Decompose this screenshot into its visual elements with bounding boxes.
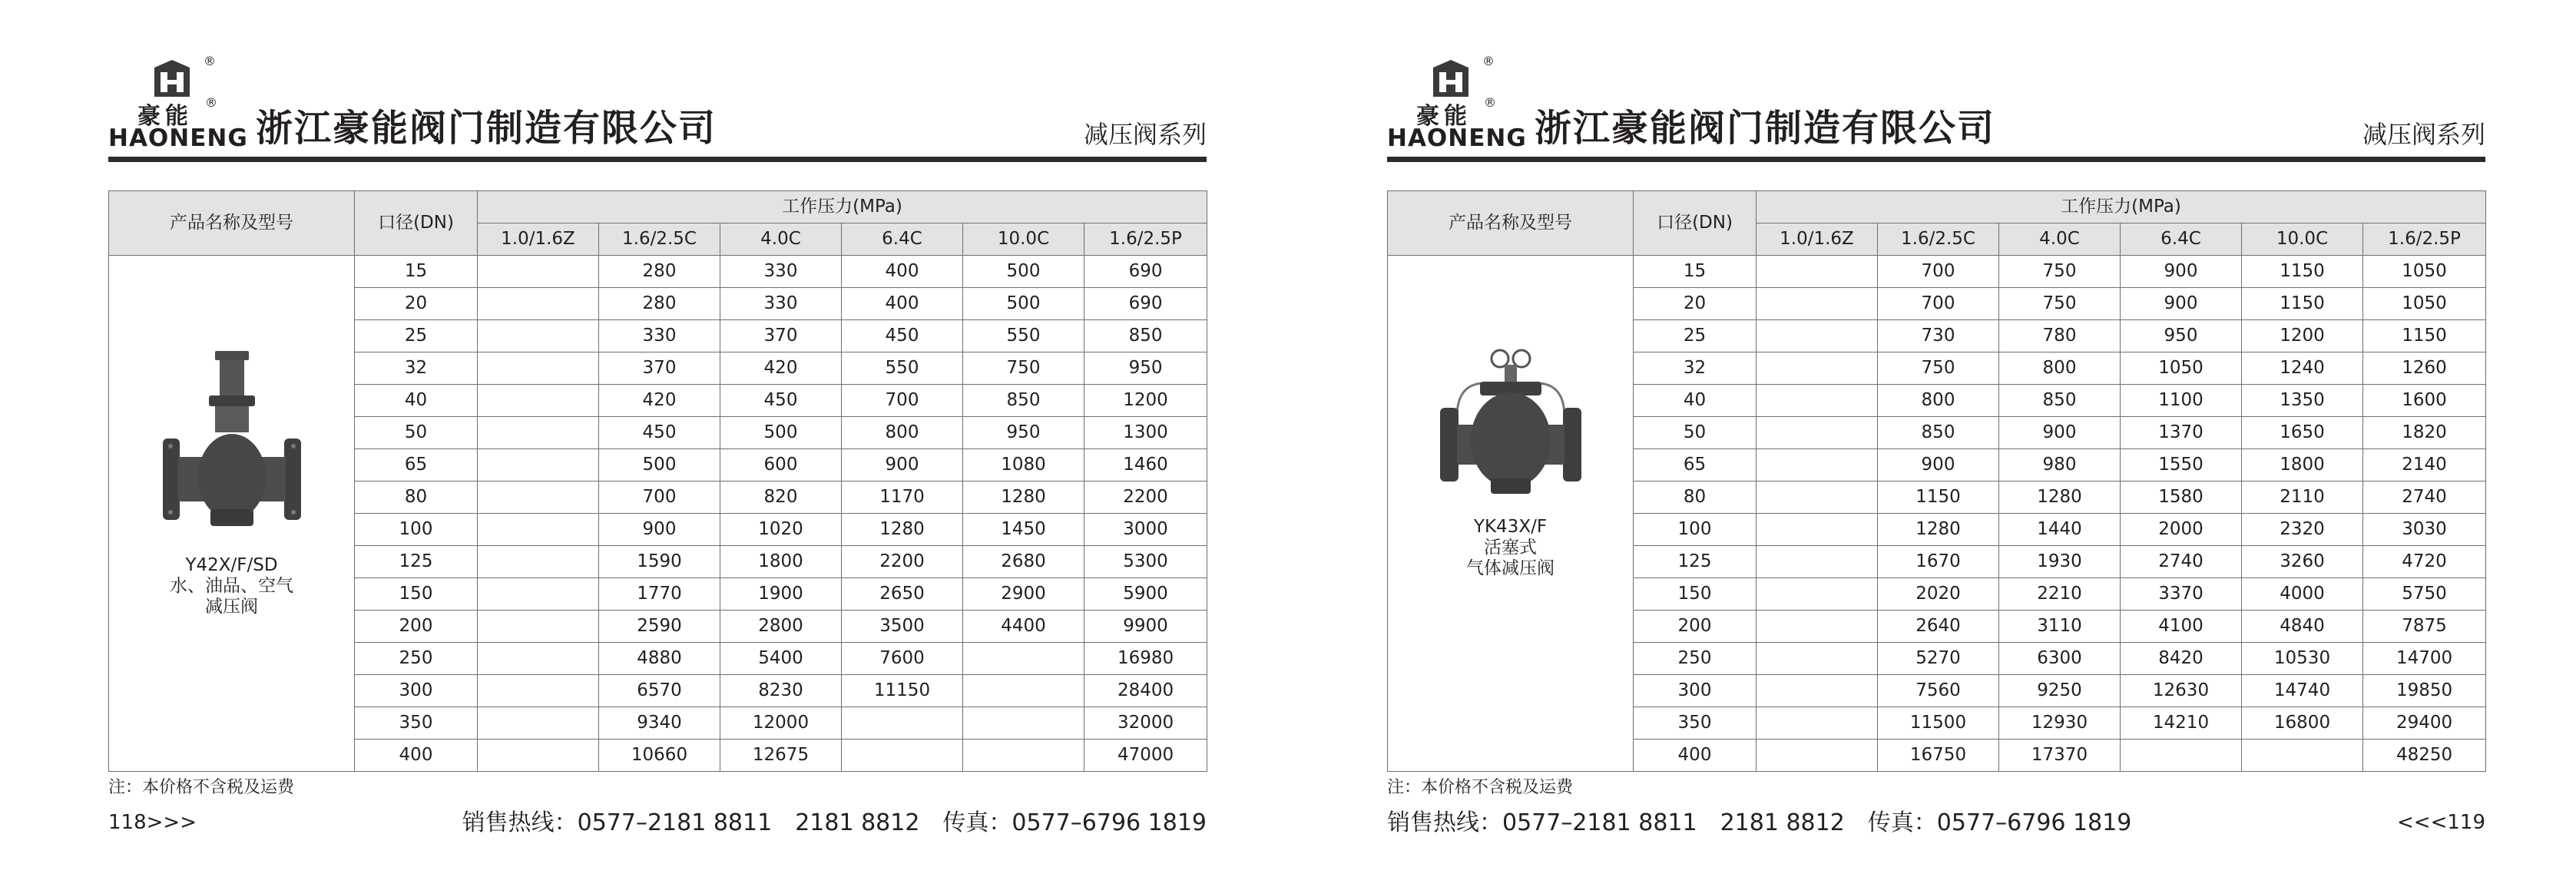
price-cell (1757, 675, 1878, 707)
price-cell (1757, 643, 1878, 675)
table-header-row (109, 191, 1207, 223)
price-cell: 1050 (2121, 352, 2242, 385)
dn-cell: 150 (355, 578, 478, 611)
price-cell (478, 611, 599, 643)
price-cell: 4880 (599, 643, 720, 675)
price-cell: 730 (1878, 320, 1999, 352)
price-cell: 1930 (1999, 546, 2121, 578)
price-cell: 5300 (1084, 546, 1207, 578)
header-product: 产品名称及型号 (1388, 191, 1634, 256)
price-cell: 1580 (2121, 482, 2242, 514)
price-cell: 500 (720, 417, 842, 449)
price-table (108, 190, 1207, 772)
piston-reducing-valve-icon (155, 348, 309, 540)
price-cell (2121, 740, 2242, 772)
price-cell: 3030 (2363, 514, 2486, 546)
header-dn: 口径(DN) (355, 191, 478, 256)
price-cell: 700 (842, 385, 963, 417)
dn-cell: 15 (1634, 256, 1757, 288)
price-cell (478, 256, 599, 288)
registered-mark: ® (1482, 54, 1495, 68)
price-cell: 450 (842, 320, 963, 352)
price-cell (1757, 417, 1878, 449)
price-cell (478, 546, 599, 578)
header-grade: 4.0C (720, 223, 842, 256)
price-cell (1757, 707, 1878, 740)
header-pressure: 工作压力(MPa) (1757, 191, 2486, 223)
price-cell: 1590 (599, 546, 720, 578)
catalog-page-left (108, 0, 1207, 877)
dn-cell: 400 (355, 740, 478, 772)
header-grade: 1.6/2.5C (599, 223, 720, 256)
price-cell: 700 (1878, 288, 1999, 320)
price-cell: 700 (1878, 256, 1999, 288)
price-cell: 1770 (599, 578, 720, 611)
price-cell: 280 (599, 256, 720, 288)
price-cell: 800 (842, 417, 963, 449)
price-cell: 370 (599, 352, 720, 385)
price-cell (478, 643, 599, 675)
price-cell: 3260 (2242, 546, 2363, 578)
price-cell: 4100 (2121, 611, 2242, 643)
price-cell: 2020 (1878, 578, 1999, 611)
dn-cell: 125 (1634, 546, 1757, 578)
price-cell: 1280 (842, 514, 963, 546)
page-number: 118>>> (108, 811, 197, 834)
product-model: Y42X/F/SD (185, 555, 278, 575)
price-cell (478, 675, 599, 707)
product-cell (1388, 256, 1634, 772)
price-cell: 780 (1999, 320, 2121, 352)
price-cell (963, 740, 1084, 772)
dn-cell: 300 (355, 675, 478, 707)
registered-mark: ® (205, 95, 217, 110)
dn-cell: 350 (355, 707, 478, 740)
price-cell (1757, 611, 1878, 643)
product-cell (109, 256, 355, 772)
dn-cell: 300 (1634, 675, 1757, 707)
header-grade: 1.0/1.6Z (1757, 223, 1878, 256)
price-cell: 750 (1999, 288, 2121, 320)
price-cell: 6570 (599, 675, 720, 707)
price-cell: 1150 (2242, 288, 2363, 320)
price-cell: 8230 (720, 675, 842, 707)
price-cell (478, 417, 599, 449)
price-cell: 950 (1084, 352, 1207, 385)
price-cell (1757, 740, 1878, 772)
price-cell: 450 (599, 417, 720, 449)
price-cell: 900 (1878, 449, 1999, 482)
price-cell: 14740 (2242, 675, 2363, 707)
price-cell: 11500 (1878, 707, 1999, 740)
product-desc: 气体减压阀 (1466, 558, 1555, 578)
dn-cell: 25 (1634, 320, 1757, 352)
price-cell: 950 (963, 417, 1084, 449)
price-cell: 1080 (963, 449, 1084, 482)
price-cell: 600 (720, 449, 842, 482)
price-cell: 1550 (2121, 449, 2242, 482)
logo-english-text: HAONENG (1387, 124, 1527, 152)
dn-cell: 65 (355, 449, 478, 482)
price-cell: 400 (842, 288, 963, 320)
dn-cell: 40 (1634, 385, 1757, 417)
price-cell: 2140 (2363, 449, 2486, 482)
header-grade: 1.0/1.6Z (478, 223, 599, 256)
dn-cell: 20 (1634, 288, 1757, 320)
price-cell: 2320 (2242, 514, 2363, 546)
price-cell: 11150 (842, 675, 963, 707)
price-cell: 850 (1999, 385, 2121, 417)
header-grade: 1.6/2.5P (2363, 223, 2486, 256)
price-cell: 16800 (2242, 707, 2363, 740)
price-cell: 750 (1999, 256, 2121, 288)
price-note: 注：本价格不含税及运费 (108, 778, 295, 797)
dn-cell: 250 (1634, 643, 1757, 675)
price-cell: 1150 (1878, 482, 1999, 514)
price-cell: 3500 (842, 611, 963, 643)
price-cell: 14210 (2121, 707, 2242, 740)
price-cell: 28400 (1084, 675, 1207, 707)
product-model: YK43X/F (1473, 517, 1548, 537)
catalog-page-right (1387, 0, 2485, 877)
page-number: <<<119 (2397, 811, 2485, 834)
price-cell: 3370 (2121, 578, 2242, 611)
price-cell: 1350 (2242, 385, 2363, 417)
price-cell: 1280 (963, 482, 1084, 514)
price-cell: 4000 (2242, 578, 2363, 611)
price-cell: 280 (599, 288, 720, 320)
price-cell: 400 (842, 256, 963, 288)
price-cell: 12930 (1999, 707, 2121, 740)
price-cell: 1450 (963, 514, 1084, 546)
header-grade: 10.0C (2242, 223, 2363, 256)
price-cell: 14700 (2363, 643, 2486, 675)
series-title: 减压阀系列 (1083, 120, 1207, 149)
price-cell (1757, 385, 1878, 417)
price-cell: 10660 (599, 740, 720, 772)
price-cell (1757, 514, 1878, 546)
header-dn: 口径(DN) (1634, 191, 1757, 256)
price-cell (478, 740, 599, 772)
price-cell: 9900 (1084, 611, 1207, 643)
price-cell: 900 (1999, 417, 2121, 449)
dn-cell: 100 (355, 514, 478, 546)
dn-cell: 50 (1634, 417, 1757, 449)
price-cell (478, 352, 599, 385)
dn-cell: 20 (355, 288, 478, 320)
price-cell: 1240 (2242, 352, 2363, 385)
price-cell (2242, 740, 2363, 772)
header-pressure: 工作压力(MPa) (478, 191, 1207, 223)
dn-cell: 80 (355, 482, 478, 514)
product-desc: 水、油品、空气 (170, 576, 293, 596)
dn-cell: 32 (1634, 352, 1757, 385)
price-cell: 1900 (720, 578, 842, 611)
price-cell: 19850 (2363, 675, 2486, 707)
price-cell: 1170 (842, 482, 963, 514)
price-cell: 850 (1878, 417, 1999, 449)
price-cell (478, 385, 599, 417)
logo-mark-icon (1427, 58, 1475, 100)
price-cell (1757, 352, 1878, 385)
price-cell (478, 482, 599, 514)
price-cell: 370 (720, 320, 842, 352)
dn-cell: 32 (355, 352, 478, 385)
price-cell: 2680 (963, 546, 1084, 578)
table-row (1388, 256, 2486, 288)
price-cell: 500 (963, 288, 1084, 320)
price-cell: 450 (720, 385, 842, 417)
price-cell: 5400 (720, 643, 842, 675)
price-cell (963, 643, 1084, 675)
price-cell: 1300 (1084, 417, 1207, 449)
dn-cell: 40 (355, 385, 478, 417)
price-cell: 5900 (1084, 578, 1207, 611)
dn-cell: 350 (1634, 707, 1757, 740)
price-cell: 32000 (1084, 707, 1207, 740)
price-cell: 3110 (1999, 611, 2121, 643)
table-header-row (1388, 191, 2486, 223)
dn-cell: 50 (355, 417, 478, 449)
price-cell: 1280 (1999, 482, 2121, 514)
price-cell: 4720 (2363, 546, 2486, 578)
price-cell (1757, 256, 1878, 288)
price-cell: 2200 (842, 546, 963, 578)
price-cell: 330 (720, 256, 842, 288)
price-cell: 2800 (720, 611, 842, 643)
header-grade: 1.6/2.5C (1878, 223, 1999, 256)
price-cell: 3000 (1084, 514, 1207, 546)
price-cell: 2000 (2121, 514, 2242, 546)
logo-chinese-text: 豪能 (1416, 103, 1472, 130)
product-desc: 活塞式 (1484, 538, 1537, 558)
price-cell: 47000 (1084, 740, 1207, 772)
price-cell: 1370 (2121, 417, 2242, 449)
price-cell: 2650 (842, 578, 963, 611)
price-cell: 16750 (1878, 740, 1999, 772)
registered-mark: ® (204, 54, 216, 68)
price-cell: 1200 (1084, 385, 1207, 417)
dn-cell: 80 (1634, 482, 1757, 514)
price-cell: 12000 (720, 707, 842, 740)
price-cell: 5750 (2363, 578, 2486, 611)
price-cell: 12630 (2121, 675, 2242, 707)
logo-mark-icon (148, 58, 196, 100)
dn-cell: 250 (355, 643, 478, 675)
price-cell: 900 (2121, 256, 2242, 288)
price-cell (478, 514, 599, 546)
price-cell: 2590 (599, 611, 720, 643)
price-cell (1757, 320, 1878, 352)
brand-logo (1387, 52, 1525, 152)
company-name: 浙江豪能阀门制造有限公司 (256, 107, 717, 150)
price-cell: 980 (1999, 449, 2121, 482)
price-cell: 2740 (2121, 546, 2242, 578)
price-cell: 2210 (1999, 578, 2121, 611)
price-cell: 2640 (1878, 611, 1999, 643)
dn-cell: 65 (1634, 449, 1757, 482)
table-row (109, 256, 1207, 288)
dn-cell: 200 (1634, 611, 1757, 643)
header-rule (108, 157, 1207, 162)
price-cell: 17370 (1999, 740, 2121, 772)
price-cell: 420 (599, 385, 720, 417)
price-cell: 900 (599, 514, 720, 546)
header-grade: 6.4C (842, 223, 963, 256)
price-cell: 700 (599, 482, 720, 514)
price-cell: 2900 (963, 578, 1084, 611)
brand-logo (108, 52, 247, 152)
price-cell: 1600 (2363, 385, 2486, 417)
price-cell (842, 707, 963, 740)
header-product: 产品名称及型号 (109, 191, 355, 256)
registered-mark: ® (1484, 95, 1496, 110)
price-cell: 800 (1999, 352, 2121, 385)
price-cell: 420 (720, 352, 842, 385)
price-cell: 330 (599, 320, 720, 352)
price-cell: 330 (720, 288, 842, 320)
price-cell (1757, 546, 1878, 578)
dn-cell: 125 (355, 546, 478, 578)
price-cell: 10530 (2242, 643, 2363, 675)
dn-cell: 400 (1634, 740, 1757, 772)
dn-cell: 25 (355, 320, 478, 352)
price-cell: 1800 (720, 546, 842, 578)
price-cell: 4840 (2242, 611, 2363, 643)
price-cell: 1650 (2242, 417, 2363, 449)
price-cell (1757, 288, 1878, 320)
price-cell (478, 707, 599, 740)
price-cell: 1260 (2363, 352, 2486, 385)
price-cell: 550 (963, 320, 1084, 352)
price-cell: 500 (599, 449, 720, 482)
price-cell (963, 675, 1084, 707)
price-cell: 800 (1878, 385, 1999, 417)
price-cell (1757, 482, 1878, 514)
price-cell: 12675 (720, 740, 842, 772)
price-cell (842, 740, 963, 772)
price-table (1387, 190, 2486, 772)
price-cell (478, 449, 599, 482)
price-cell: 1460 (1084, 449, 1207, 482)
price-cell: 500 (963, 256, 1084, 288)
price-cell: 850 (1084, 320, 1207, 352)
price-cell: 900 (2121, 288, 2242, 320)
sales-hotline: 销售热线：0577–2181 8811 2181 8812 传真：0577–6796 1819 (1387, 809, 2132, 836)
dn-cell: 150 (1634, 578, 1757, 611)
price-cell: 550 (842, 352, 963, 385)
price-note: 注：本价格不含税及运费 (1387, 778, 1574, 797)
dn-cell: 100 (1634, 514, 1757, 546)
price-cell: 2110 (2242, 482, 2363, 514)
company-name: 浙江豪能阀门制造有限公司 (1535, 107, 1996, 150)
price-cell: 690 (1084, 288, 1207, 320)
price-cell: 9340 (599, 707, 720, 740)
price-cell: 690 (1084, 256, 1207, 288)
gas-reducing-valve-icon (1434, 348, 1588, 501)
price-cell: 5270 (1878, 643, 1999, 675)
price-cell: 16980 (1084, 643, 1207, 675)
price-cell: 950 (2121, 320, 2242, 352)
price-cell: 1100 (2121, 385, 2242, 417)
price-cell (1757, 578, 1878, 611)
header-grade: 10.0C (963, 223, 1084, 256)
price-cell: 1200 (2242, 320, 2363, 352)
price-cell: 1800 (2242, 449, 2363, 482)
price-cell (478, 288, 599, 320)
price-cell: 7875 (2363, 611, 2486, 643)
price-cell: 1820 (2363, 417, 2486, 449)
price-cell: 1020 (720, 514, 842, 546)
product-desc: 减压阀 (205, 597, 258, 617)
price-cell: 7560 (1878, 675, 1999, 707)
price-cell: 750 (1878, 352, 1999, 385)
dn-cell: 15 (355, 256, 478, 288)
price-cell: 2740 (2363, 482, 2486, 514)
logo-english-text: HAONENG (108, 124, 248, 152)
price-cell: 2200 (1084, 482, 1207, 514)
header-grade: 1.6/2.5P (1084, 223, 1207, 256)
price-cell: 750 (963, 352, 1084, 385)
price-cell: 1670 (1878, 546, 1999, 578)
header-grade: 4.0C (1999, 223, 2121, 256)
price-cell: 820 (720, 482, 842, 514)
price-cell: 900 (842, 449, 963, 482)
price-cell (1757, 449, 1878, 482)
price-cell: 9250 (1999, 675, 2121, 707)
price-cell: 29400 (2363, 707, 2486, 740)
price-cell: 850 (963, 385, 1084, 417)
series-title: 减压阀系列 (2362, 120, 2485, 149)
price-cell: 1280 (1878, 514, 1999, 546)
sales-hotline: 销售热线：0577–2181 8811 2181 8812 传真：0577–6796 1819 (462, 809, 1207, 836)
dn-cell: 200 (355, 611, 478, 643)
price-cell: 6300 (1999, 643, 2121, 675)
price-cell: 8420 (2121, 643, 2242, 675)
price-cell: 4400 (963, 611, 1084, 643)
price-cell (478, 320, 599, 352)
price-cell (478, 578, 599, 611)
price-cell: 1150 (2242, 256, 2363, 288)
logo-chinese-text: 豪能 (137, 103, 193, 130)
header-rule (1387, 157, 2485, 162)
price-cell: 1050 (2363, 256, 2486, 288)
price-cell: 7600 (842, 643, 963, 675)
price-cell (963, 707, 1084, 740)
price-cell: 48250 (2363, 740, 2486, 772)
price-cell: 1050 (2363, 288, 2486, 320)
header-grade: 6.4C (2121, 223, 2242, 256)
price-cell: 1440 (1999, 514, 2121, 546)
price-cell: 1150 (2363, 320, 2486, 352)
